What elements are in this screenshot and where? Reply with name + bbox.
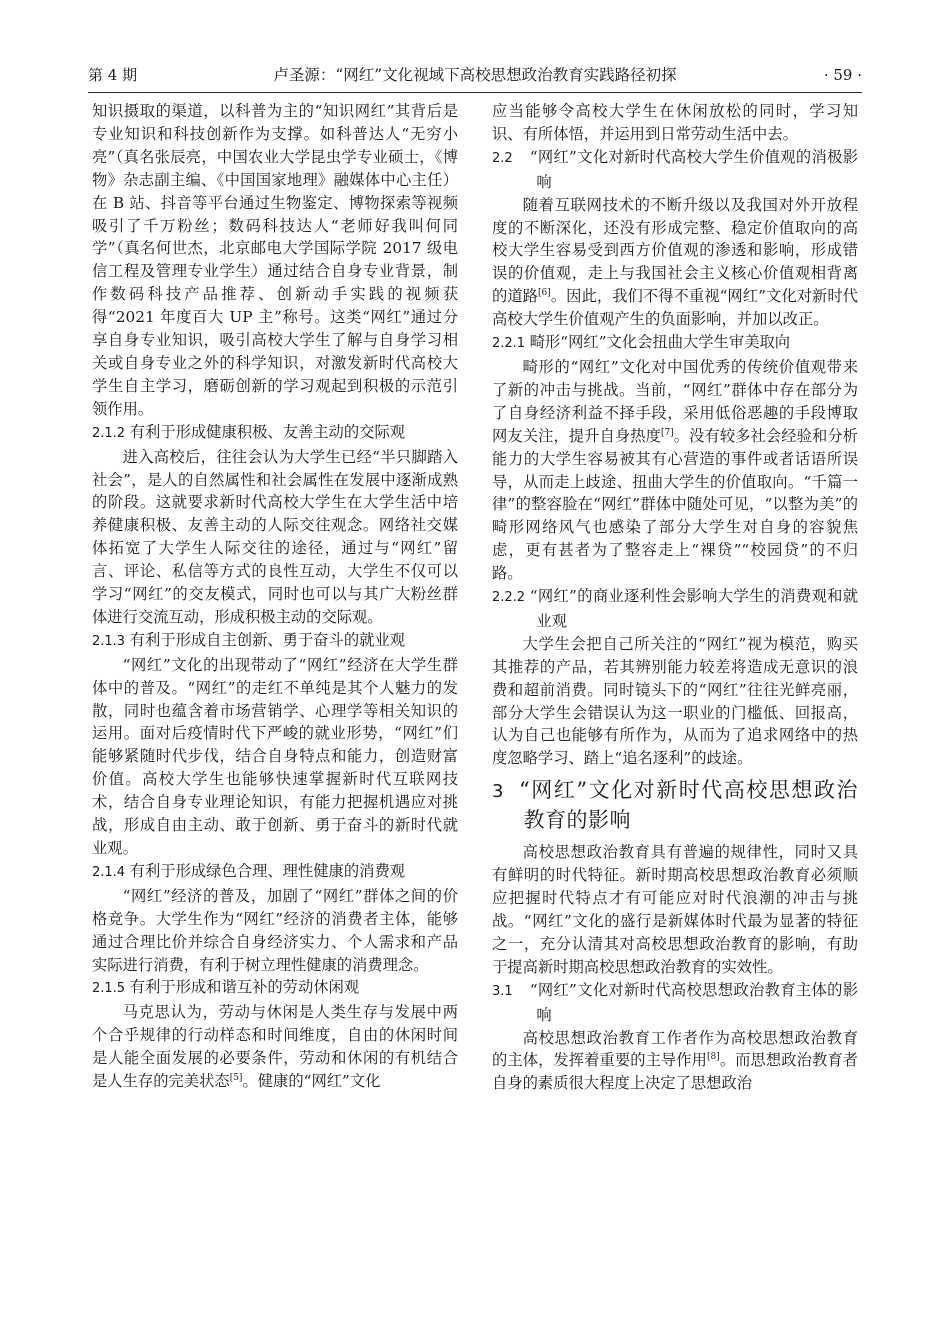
subsection-heading-2-1-5 <box>92 976 458 1001</box>
paragraph: 进入高校后，往往会认为大学生已经“半只脚踏入社会”，是人的自然属性和社会属性在发展中逐渐成熟的阶段。这就要求新时代高校大学生在大学生活中培养健康积极、友善主动的人际交往观念。网络社交媒体拓宽了大学生人际交往的途径，通过与“网红”留言、评论、私信等方式的良性互动，大学生不仅可以学习“网红”的交友模式，同时也可以与其广大粉丝群体进行交流互动，形成积极主动的交际观。 <box>92 447 458 626</box>
paragraph-text: 随着互联网技术的不断升级以及我国对外开放程度的不断深化，还没有形成完整、稳定价值取向的高校大学生容易受到西方价值观的渗透和影响，形成错误的价值观，走上与我国社会主义核心价值观相背离的道路 <box>492 195 858 306</box>
subsection-heading-2-1-2 <box>92 421 458 446</box>
heading-text: “网红”文化对新时代高校思想政治教育的影响 <box>519 778 858 833</box>
heading-number: 2.1.4 <box>92 864 126 880</box>
paragraph-text: 。因此，我们不得不重视“网红”文化对新时代高校大学生价值观产生的负面影响，并加以改正。 <box>492 287 858 329</box>
citation-ref: [5] <box>229 1072 243 1083</box>
paragraph-text: 高校思想政治教育工作者作为高校思想政治教育的主体，发挥着重要的主导作用 <box>492 1028 858 1070</box>
heading-number: 2.1.2 <box>92 425 126 441</box>
paragraph <box>92 1001 458 1093</box>
issue-number: 第 4 期 <box>88 66 138 84</box>
paragraph: 大学生会把自己所关注的“网红”视为模范，购买其推荐的产品，若其辨别能力较差将造成无意识的浪费和超前消费。同时镜头下的“网红”往往光鲜亮丽，部分大学生会错误认为这一职业的门槛低、回报高，认为自己也能够有所作为，从而为了追求网络中的热度忽略学习、踏上“追名逐利”的歧途。 <box>492 634 858 768</box>
citation-ref: [6] <box>538 288 551 299</box>
running-title: 卢圣源：“网红”文化视域下高校思想政治教育实践路径初探 <box>273 66 677 84</box>
heading-number: 2.2.1 <box>492 336 526 352</box>
header-rule <box>88 92 862 93</box>
page-number: · 59 · <box>823 66 862 84</box>
citation-ref: [8] <box>707 1052 720 1063</box>
heading-number: 2.2.2 <box>492 590 526 606</box>
heading-number: 3.1 <box>492 983 513 999</box>
paragraph <box>492 356 858 585</box>
section-heading-3 <box>492 776 858 835</box>
subsection-heading-2-1-4 <box>92 860 458 885</box>
paragraph-text: 。没有较多社会经验和分析能力的大学生容易被其有心营造的事件或者话语所误导，从而走上歧途、扭曲大学生的价值取向。“千篇一律”的整容脸在“网红”群体中随处可见，“以整为美”的畸形网络风气也感染了部分大学生对自身的容貌焦虑，更有甚者为了整容走上“裸贷”“校园贷”的不归路。 <box>492 426 858 583</box>
heading-text: 有利于形成健康积极、友善主动的交际观 <box>129 422 406 441</box>
heading-text: 有利于形成绿色合理、理性健康的消费观 <box>129 861 406 880</box>
heading-number: 2.1.5 <box>92 981 126 997</box>
heading-text: 有利于形成和谐互补的劳动休闲观 <box>129 978 360 997</box>
citation-ref: [7] <box>660 427 674 438</box>
paragraph-text: 。健康的“网红”文化 <box>242 1072 381 1091</box>
paragraph: “网红”经济的普及，加剧了“网红”群体之间的价格竞争。大学生作为“网红”经济的消费者主体，能够通过合理比价并综合自身经济实力、个人需求和产品实际进行消费，有利于树立理性健康的消费理念。 <box>92 886 458 974</box>
left-column <box>92 100 458 1093</box>
heading-text: “网红”文化对新时代高校大学生价值观的消极影响 <box>529 147 858 191</box>
running-header <box>88 62 862 88</box>
paragraph-text: 马克思认为，劳动与休闲是人类生存与发展中两个合乎规律的行动样态和时间维度，自由的休闲时间是人能全面发展的必要条件，劳动和休闲的有机结合是人生存的完美状态 <box>92 1003 458 1091</box>
paragraph-text: 。而思想政治教育者自身的素质很大程度上决定了思想政治 <box>492 1051 858 1093</box>
heading-number: 3 <box>492 781 504 803</box>
right-column <box>492 100 858 1095</box>
paragraph-text: 畸形的“网红”文化对中国优秀的传统价值观带来了新的冲击与挑战。当前，“网红”群体中存在部分为了自身经济利益不择手段，采用低俗恶趣的手段博取网友关注，提升自身热度 <box>492 357 858 445</box>
paragraph <box>492 1027 858 1096</box>
subsection-heading-2-2-2 <box>492 585 858 633</box>
heading-number: 2.1.3 <box>92 633 126 649</box>
subsection-heading-2-2 <box>492 146 858 194</box>
heading-number: 2.2 <box>492 150 513 166</box>
paragraph: 应当能够令高校大学生在休闲放松的同时，学习知识、有所体悟，并运用到日常劳动生活中去。 <box>492 102 858 143</box>
subsection-heading-3-1 <box>492 979 858 1027</box>
heading-text: “网红”的商业逐利性会影响大学生的消费观和就业观 <box>529 587 858 630</box>
heading-text: “网红”文化对新时代高校思想政治教育主体的影响 <box>529 980 858 1024</box>
subsection-heading-2-1-3 <box>92 629 458 654</box>
heading-text: 有利于形成自主创新、勇于奋斗的就业观 <box>129 630 406 649</box>
subsection-heading-2-2-1 <box>492 331 858 356</box>
paragraph: 高校思想政治教育具有普遍的规律性，同时又具有鲜明的时代特征。新时期高校思想政治教育必须顺应把握时代特点才有可能应对时代浪潮的冲击与挑战。“网红”文化的盛行是新媒体时代最为显著的特征之一，充分认清其对高校思想政治教育的影响，有助于提高新时期高校思想政治教育的实效性。 <box>492 843 858 976</box>
paragraph: 知识摄取的渠道，以科普为主的“知识网红”其背后是专业知识和科技创新作为支撑。如科普达人“无穷小亮”（真名张辰亮，中国农业大学昆虫学专业硕士，《博物》杂志副主编、《中国国家地理》融媒体中心主任）在 B 站、抖音等平台通过生物鉴定、博物探索等视频吸引了千万粉丝；数码科技达人“老师好我叫何同学”（真名何世杰，北京邮电大学国际学院 2017 级电信工程及管理专业学生）通过结合自身专业背景，制作数码科技产品推荐、创新动手实践的视频获得“2021 年度百大 UP 主”称号。这类“网红”通过分享自身专业知识，吸引高校大学生了解与自身学习相关或自身专业之外的科学知识，对激发新时代高校大学生自主学习，磨砺创新的学习观起到积极的示范引领作用。 <box>92 102 458 418</box>
heading-text: 畸形“网红”文化会扭曲大学生审美取向 <box>529 333 791 352</box>
paragraph <box>492 194 858 331</box>
paragraph: “网红”文化的出现带动了“网红”经济在大学生群体中的普及。“网红”的走红不单纯是其个人魅力的发散，同时也蕴含着市场营销学、心理学等相关知识的运用。面对后疫情时代下严峻的就业形势，“网红”们能够紧随时代步伐，结合自身特点和能力，创造财富价值。高校大学生也能够快速掌握新时代互联网技术，结合自身专业理论知识，有能力把握机遇应对挑战，形成自由主动、敢于创新、勇于奋斗的新时代就业观。 <box>92 655 458 857</box>
